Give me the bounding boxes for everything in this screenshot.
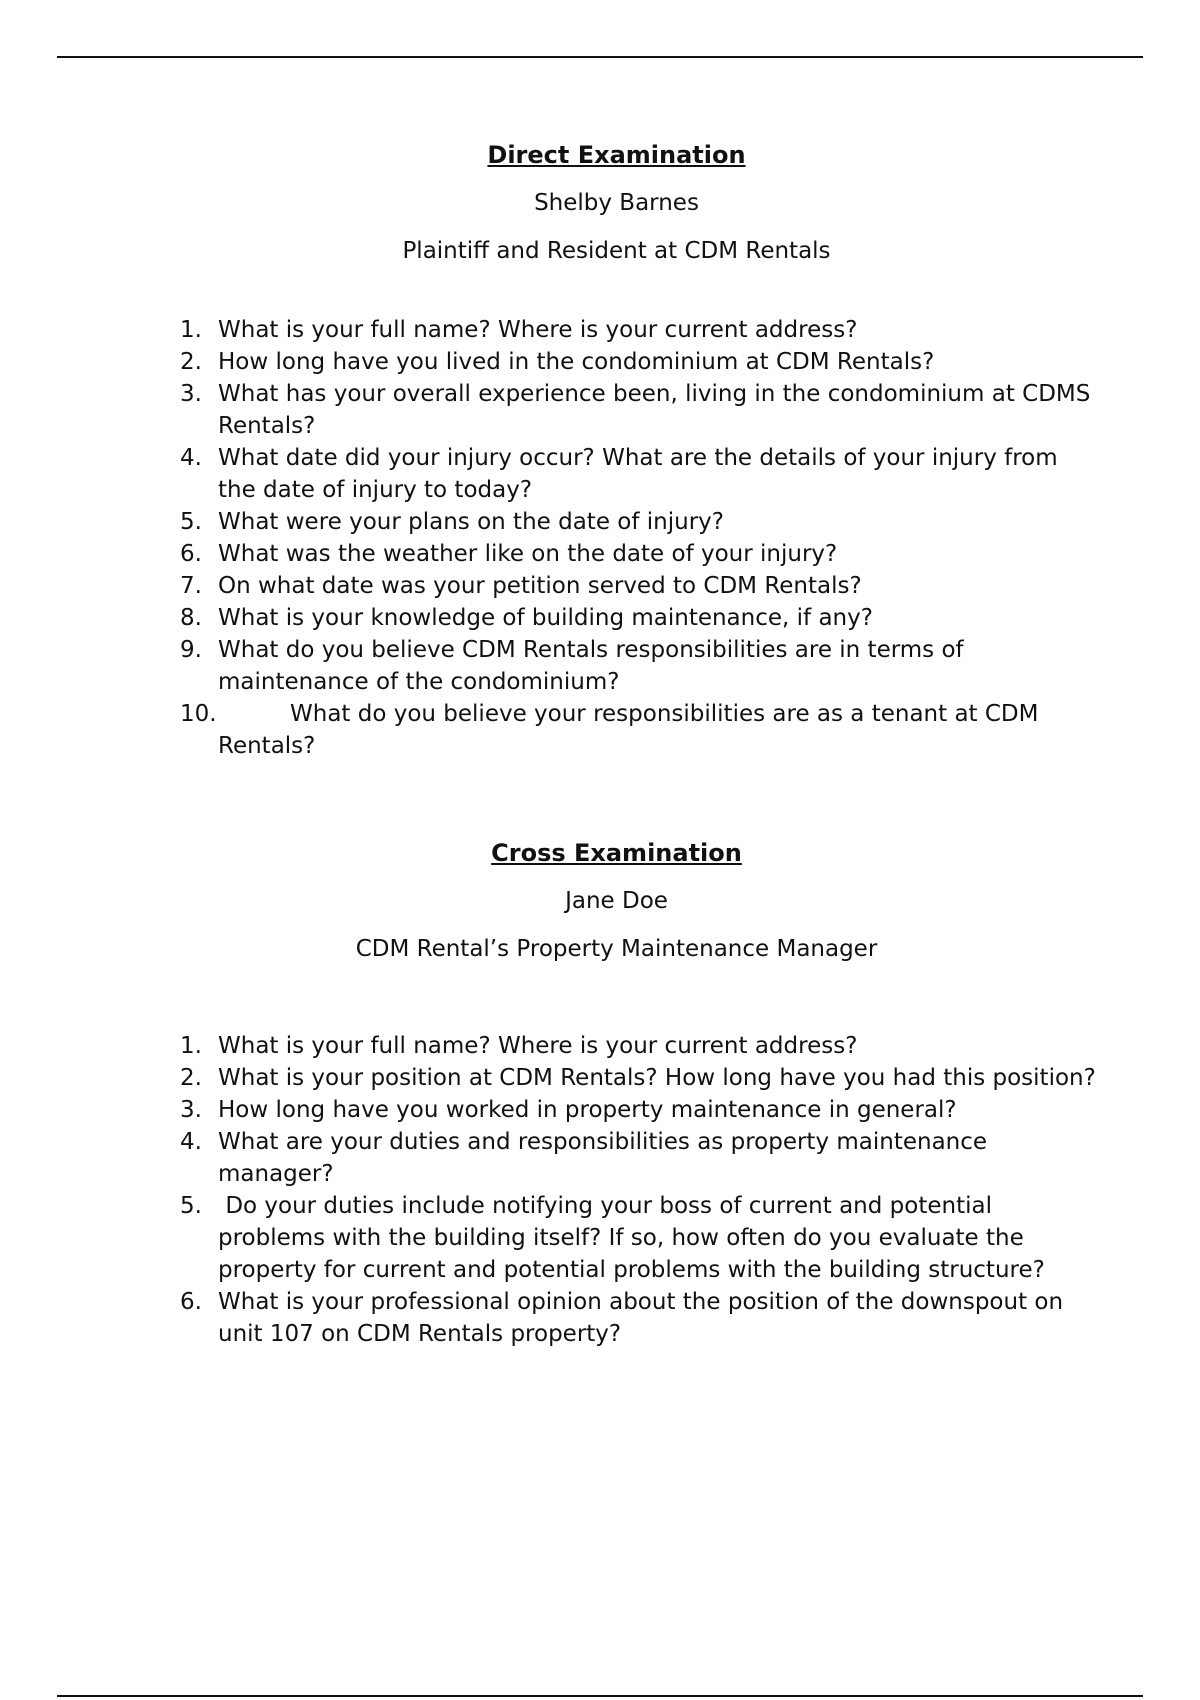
question-text: What were your plans on the date of injury? — [218, 509, 724, 535]
item-number: 2. — [180, 349, 202, 375]
item-number: 3. — [180, 1097, 202, 1123]
list-item — [180, 570, 1100, 602]
question-text: On what date was your petition served to CDM Rentals? — [218, 573, 862, 599]
question-text: What do you believe your responsibilities are as a tenant at CDM Rentals? — [218, 701, 1039, 759]
cross-examination-heading: Cross Examination — [491, 839, 742, 867]
list-item — [180, 634, 1100, 698]
question-text: Do your duties include notifying your boss of current and potential problems with the building itself? If so, how often do you evaluate the property for current and potential problems with the building structure? — [218, 1193, 1045, 1283]
list-item — [180, 1030, 1100, 1062]
item-number: 6. — [180, 1289, 202, 1315]
item-number: 2. — [180, 1065, 202, 1091]
question-text: What has your overall experience been, living in the condominium at CDMS Rentals? — [218, 381, 1091, 439]
cross-question-list — [180, 1030, 1100, 1350]
question-text: What is your position at CDM Rentals? How long have you had this position? — [218, 1065, 1096, 1091]
bottom-rule — [57, 1695, 1143, 1697]
question-text: What date did your injury occur? What are the details of your injury from the date of injury to today? — [218, 445, 1058, 503]
direct-question-list — [180, 314, 1100, 762]
cross-witness-name: Jane Doe — [565, 888, 668, 914]
question-text: How long have you worked in property maintenance in general? — [218, 1097, 957, 1123]
top-rule — [57, 56, 1143, 58]
item-number: 7. — [180, 573, 202, 599]
cross-witness-role: CDM Rental’s Property Maintenance Manager — [355, 936, 878, 962]
item-number: 4. — [180, 445, 202, 471]
cross-examination-section — [0, 838, 1200, 1350]
direct-witness-name: Shelby Barnes — [534, 190, 699, 216]
item-number: 5. — [180, 509, 202, 535]
question-text: What was the weather like on the date of your injury? — [218, 541, 838, 567]
item-number: 10. — [180, 701, 217, 727]
question-text: How long have you lived in the condominium at CDM Rentals? — [218, 349, 935, 375]
item-number: 1. — [180, 1033, 202, 1059]
question-text: What is your knowledge of building maintenance, if any? — [218, 605, 873, 631]
list-item — [180, 1286, 1100, 1350]
item-number: 4. — [180, 1129, 202, 1155]
list-item — [180, 314, 1100, 346]
list-item — [180, 538, 1100, 570]
item-number: 9. — [180, 637, 202, 663]
item-number: 6. — [180, 541, 202, 567]
direct-witness-role: Plaintiff and Resident at CDM Rentals — [402, 238, 831, 264]
item-number: 8. — [180, 605, 202, 631]
list-item — [180, 1094, 1100, 1126]
list-item — [180, 698, 1100, 762]
list-item — [180, 506, 1100, 538]
list-item — [180, 346, 1100, 378]
list-item — [180, 1190, 1100, 1286]
direct-examination-heading: Direct Examination — [487, 141, 746, 169]
list-item — [180, 1126, 1100, 1190]
item-number: 1. — [180, 317, 202, 343]
question-text: What is your full name? Where is your current address? — [218, 317, 858, 343]
question-text: What is your professional opinion about the position of the downspout on unit 107 on CDM Rentals property? — [218, 1289, 1064, 1347]
item-number: 5. — [180, 1193, 202, 1219]
direct-examination-section — [0, 140, 1200, 762]
question-text: What do you believe CDM Rentals responsibilities are in terms of maintenance of the condominium? — [218, 637, 964, 695]
question-text: What are your duties and responsibilities as property maintenance manager? — [218, 1129, 988, 1187]
item-number: 3. — [180, 381, 202, 407]
list-item — [180, 442, 1100, 506]
question-text: What is your full name? Where is your current address? — [218, 1033, 858, 1059]
list-item — [180, 378, 1100, 442]
list-item — [180, 1062, 1100, 1094]
list-item — [180, 602, 1100, 634]
